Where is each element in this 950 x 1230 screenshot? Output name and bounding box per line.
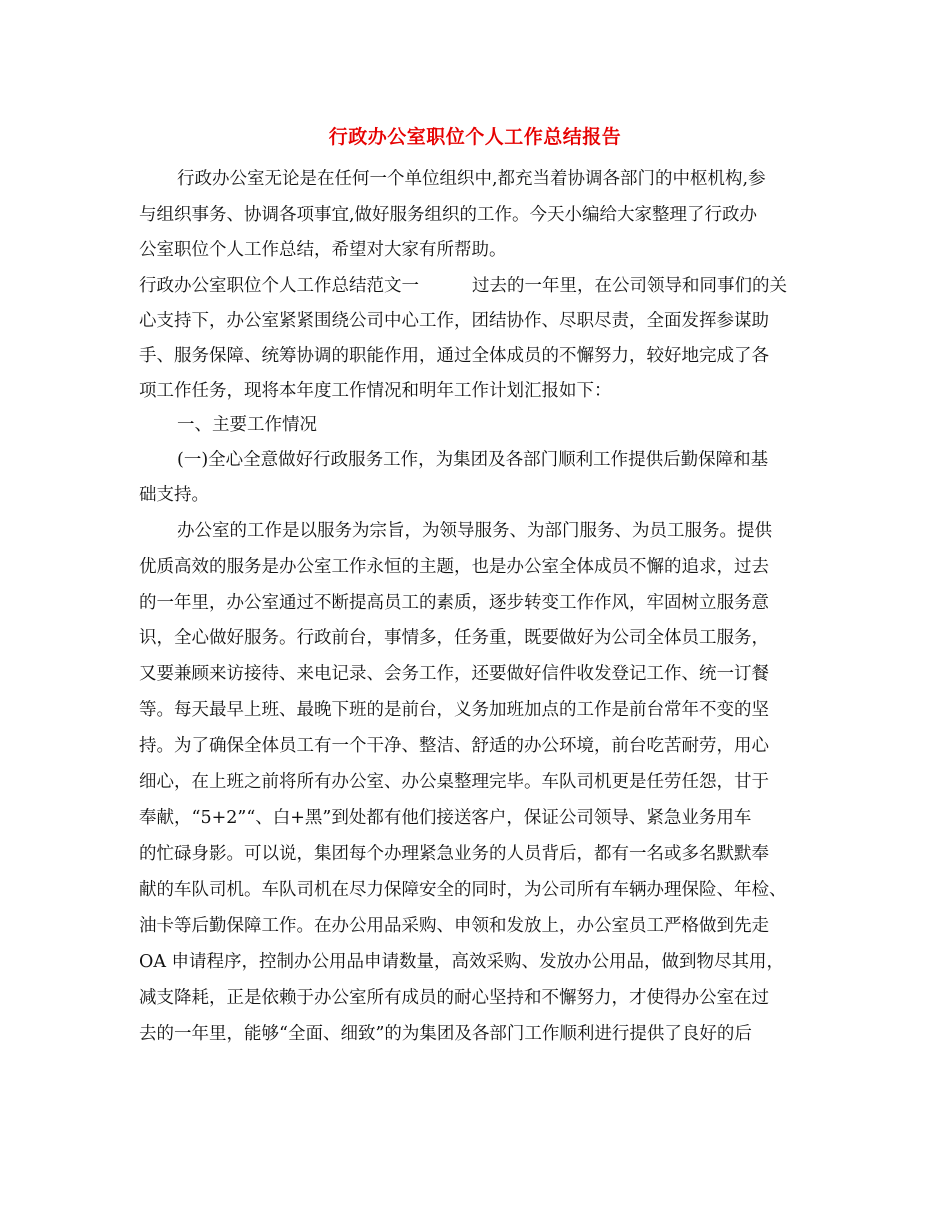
subheading: 一、主要工作情况 [177,415,317,435]
text-line-content: 过去的一年里，在公司领导和同事们的关 [472,276,787,296]
text-line-content: 的忙碌身影。可以说，集团每个办理紧急业务的人员背后，都有一名或多名默默奉 [139,844,769,864]
text-line-content: 献的车队司机。车队司机在尽力保障安全的同时，为公司所有车辆办理保险、年检、 [139,880,787,900]
text-line-content: 心支持下，办公室紧紧围绕公司中心工作，团结协作、尽职尽责，全面发挥参谋助 [139,311,769,331]
text-line-content: 公室职位个人工作总结，希望对大家有所帮助。 [139,240,507,260]
text-line-content: 减支降耗，正是依赖于办公室所有成员的耐心坚持和不懈努力，才使得办公室在过 [139,988,769,1008]
text-line-content: 细心，在上班之前将所有办公室、办公桌整理完毕。车队司机更是任劳任怨，甘于 [139,772,769,792]
text-line-content: 项工作任务，现将本年度工作情况和明年工作计划汇报如下： [139,381,612,401]
text-line-content: 础支持。 [139,485,209,505]
text-line-content: (一)全心全意做好行政服务工作，为集团及各部门顺利工作提供后勤保障和基 [177,450,769,470]
text-line-content: 行政办公室无论是在任何一个单位组织中,都充当着协调各部门的中枢机构,参 [177,169,766,189]
text-line-content: 手、服务保障、统筹协调的职能作用，通过全体成员的不懈努力，较好地完成了各 [139,346,769,366]
text-line-content: 又要兼顾来访接待、来电记录、会务工作，还要做好信件收发登记工作、统一订餐 [139,664,769,684]
text-line-content: 持。为了确保全体员工有一个干净、整洁、舒适的办公环境，前台吃苦耐劳，用心 [139,736,769,756]
text-line-content: OA 申请程序，控制办公用品申请数量，高效采购、发放办公用品，做到物尽其用， [139,952,785,972]
text-line-content: 优质高效的服务是办公室工作永恒的主题，也是办公室全体成员不懈的追求，过去 [139,557,769,577]
text-line-content: 奉献，“5+2”“、白+黑”到处都有他们接送客户，保证公司领导、紧急业务用车 [139,808,752,828]
text-line-content: 的一年里，办公室通过不断提高员工的素质，逐步转变工作作风，牢固树立服务意 [139,593,769,613]
text-line-content: 油卡等后勤保障工作。在办公用品采购、申领和发放上，办公室员工严格做到先走 [139,916,769,936]
text-line-content: 等。每天最早上班、最晚下班的是前台，义务加班加点的工作是前台常年不变的坚 [139,700,769,720]
text-line-content: 识，全心做好服务。行政前台，事情多，任务重，既要做好为公司全体员工服务， [139,628,769,648]
text-line-content: 与组织事务、协调各项事宜,做好服务组织的工作。今天小编给大家整理了行政办 [139,205,758,225]
document-title: 行政办公室职位个人工作总结报告 [328,126,622,148]
text-line-content: 办公室的工作是以服务为宗旨，为领导服务、为部门服务、为员工服务。提供 [177,521,772,541]
section-heading: 行政办公室职位个人工作总结范文一 [139,276,419,296]
text-line-content: 去的一年里，能够“全面、细致”的为集团及各部门工作顺利进行提供了良好的后 [139,1024,752,1044]
